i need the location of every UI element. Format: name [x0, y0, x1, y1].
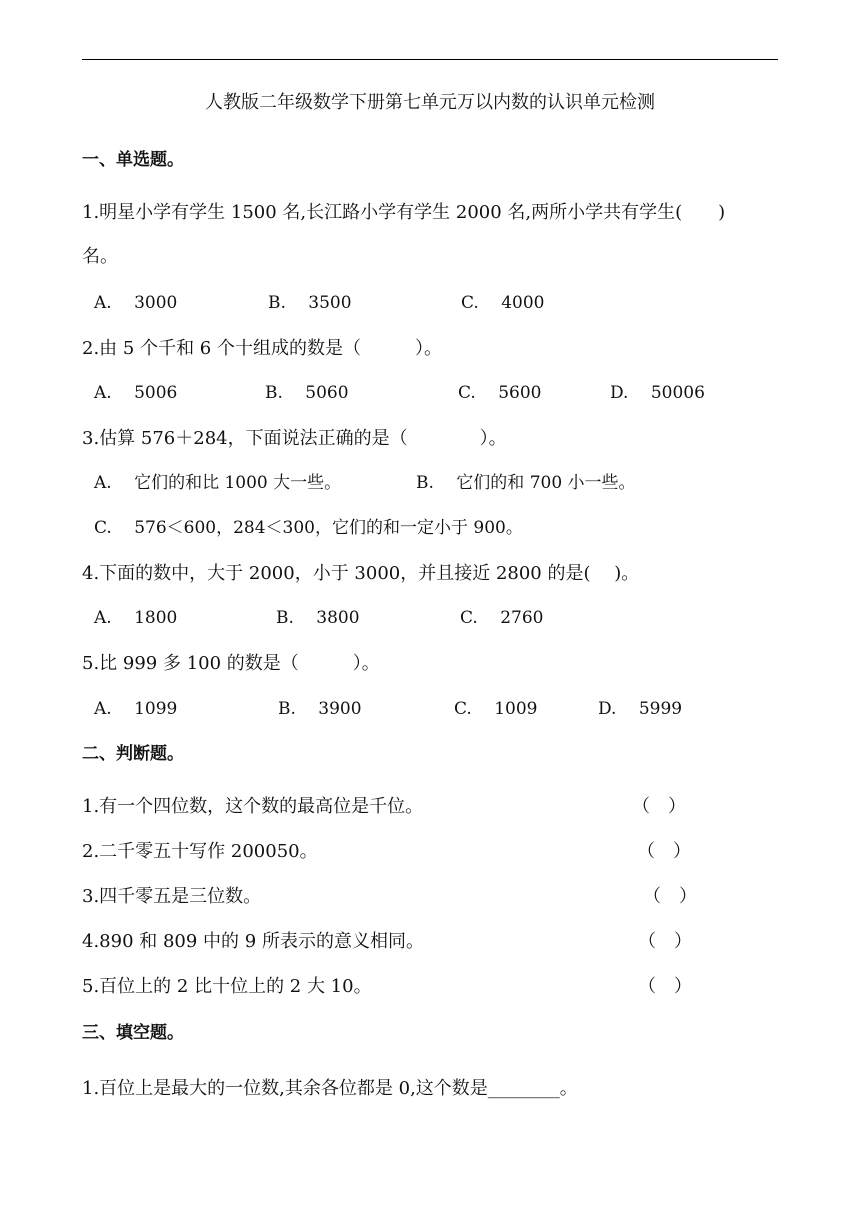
section-heading-single-choice: 一、单选题。 [82, 150, 184, 170]
q1-option-a[interactable]: A. 3000 [94, 293, 178, 313]
q3-option-a[interactable]: A. 它们的和比 1000 大一些。 [94, 473, 342, 493]
q4-option-a[interactable]: A. 1800 [94, 608, 178, 628]
fill-question-1: 1.百位上是最大的一位数,其余各位都是 0,这个数是________。 [82, 1078, 578, 1099]
q3-option-c[interactable]: C. 576＜600，284＜300，它们的和一定小于 900。 [94, 518, 523, 538]
judge-item-4: 4.890 和 809 中的 9 所表示的意义相同。 [82, 931, 424, 952]
judge-item-5: 5.百位上的 2 比十位上的 2 大 10。 [82, 976, 372, 997]
judge-item-2-answer[interactable]: （ ） [637, 841, 691, 862]
question-1-text: 1.明星小学有学生 1500 名,长江路小学有学生 2000 名,两所小学共有学生( ) [82, 202, 726, 223]
q5-option-a[interactable]: A. 1099 [94, 699, 178, 719]
q5-option-b[interactable]: B. 3900 [278, 699, 362, 719]
question-2-text: 2.由 5 个千和 6 个十组成的数是（ ）。 [82, 338, 442, 359]
question-5-text: 5.比 999 多 100 的数是（ ）。 [82, 653, 380, 674]
question-4-text: 4.下面的数中，大于 2000，小于 3000，并且接近 2800 的是( )。 [82, 563, 640, 584]
q2-option-c[interactable]: C. 5600 [458, 383, 542, 403]
q5-option-d[interactable]: D. 5999 [598, 699, 683, 719]
q1-option-b[interactable]: B. 3500 [268, 293, 352, 313]
section-heading-true-false: 二、判断题。 [82, 744, 184, 764]
q2-option-b[interactable]: B. 5060 [265, 383, 349, 403]
question-3-text: 3.估算 576＋284，下面说法正确的是（ ）。 [82, 428, 507, 449]
section-heading-fill-blank: 三、填空题。 [82, 1023, 184, 1043]
judge-item-4-answer[interactable]: （ ） [638, 931, 692, 952]
judge-item-2: 2.二千零五十写作 200050。 [82, 841, 318, 862]
judge-item-3: 3.四千零五是三位数。 [82, 886, 262, 907]
question-1-text-cont: 名。 [82, 246, 118, 267]
q2-option-a[interactable]: A. 5006 [94, 383, 178, 403]
judge-item-1: 1.有一个四位数，这个数的最高位是千位。 [82, 796, 424, 817]
header-rule [82, 59, 778, 60]
judge-item-3-answer[interactable]: （ ） [643, 886, 697, 907]
page-title: 人教版二年级数学下册第七单元万以内数的认识单元检测 [205, 92, 655, 113]
q5-option-c[interactable]: C. 1009 [454, 699, 538, 719]
judge-item-1-answer[interactable]: （ ） [632, 796, 686, 817]
q4-option-c[interactable]: C. 2760 [460, 608, 544, 628]
q1-option-c[interactable]: C. 4000 [461, 293, 545, 313]
q2-option-d[interactable]: D. 50006 [610, 383, 705, 403]
judge-item-5-answer[interactable]: （ ） [638, 976, 692, 997]
q3-option-b[interactable]: B. 它们的和 700 小一些。 [416, 473, 636, 493]
q4-option-b[interactable]: B. 3800 [276, 608, 360, 628]
